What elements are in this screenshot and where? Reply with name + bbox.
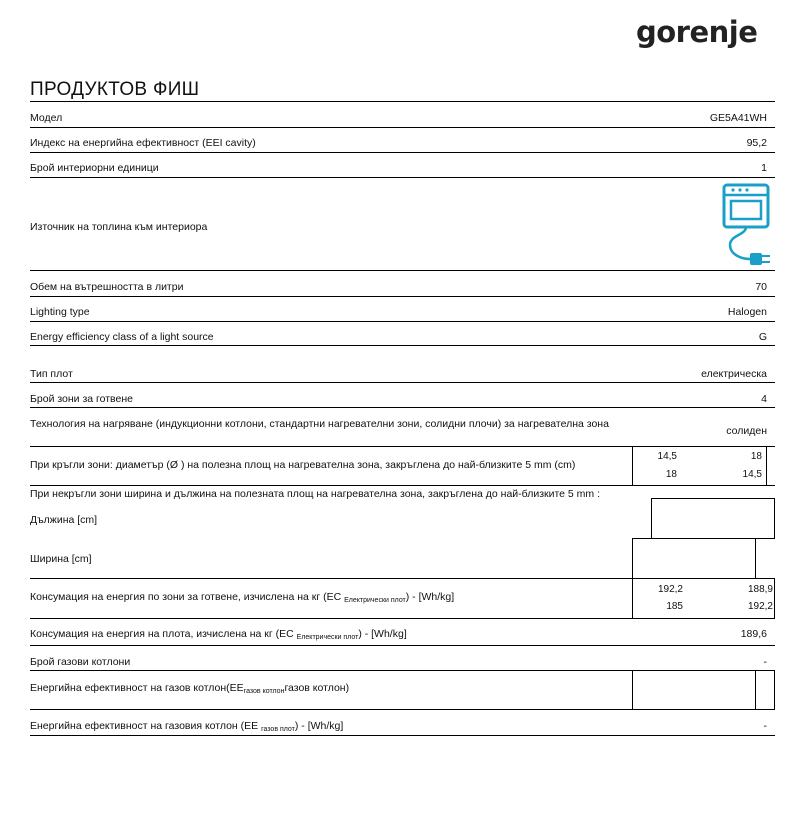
row-label-zone-consumption: Консумация на енергия по зони за готвене, изчислена на кг (EC $_{Електрически плот}$) - [Wh/kg] xyxy=(30,591,455,604)
grid-line xyxy=(632,538,775,539)
row-value-eei: 95,2 xyxy=(746,137,767,149)
zone-diameter-value: 14,5 xyxy=(742,469,762,480)
grid-line xyxy=(632,578,633,618)
row-value-zone-count: 4 xyxy=(761,393,767,405)
row-divider xyxy=(30,296,775,297)
row-divider xyxy=(30,152,775,153)
row-label-gas-burner-count: Брой газови котлони xyxy=(30,656,131,668)
row-divider xyxy=(30,709,775,710)
row-label-gas-burner-efficiency: Енергийна ефективност на газов $котлон(EE_{газов котлон}газов$ котлон) xyxy=(30,682,350,695)
brand-logo: gorenje xyxy=(636,15,758,49)
row-divider xyxy=(30,382,775,383)
row-value-model: GE5A41WH xyxy=(709,112,767,124)
row-label-model: Модел xyxy=(30,112,63,124)
row-divider xyxy=(30,485,775,486)
row-divider xyxy=(30,446,775,447)
row-divider xyxy=(30,407,775,408)
grid-line xyxy=(632,446,633,485)
row-value-heating-tech: солиден xyxy=(726,425,767,437)
grid-line xyxy=(651,498,652,538)
row-divider xyxy=(30,670,775,671)
row-label-volume: Обем на вътрешността в литри xyxy=(30,281,184,293)
grid-line xyxy=(651,498,775,499)
row-value-cavity-count: 1 xyxy=(761,162,767,174)
row-label-heating-tech: Технология на нагряване (индукционни котлони, стандартни нагревателни зони, солидни плочи) за нагревателна зона xyxy=(30,418,609,430)
zone-consumption-value: 185 xyxy=(666,601,683,612)
page-title: ПРОДУКТОВ ФИШ xyxy=(30,79,200,100)
row-value-hob-type: електрическа xyxy=(701,368,767,380)
row-divider xyxy=(30,177,775,178)
zone-consumption-value: 188,9 xyxy=(747,584,773,595)
row-value-volume: 70 xyxy=(755,281,767,293)
zone-consumption-value: 192,2 xyxy=(747,601,773,612)
row-divider xyxy=(30,345,775,346)
row-divider xyxy=(30,321,775,322)
zone-diameter-value: 18 xyxy=(665,469,677,480)
row-label-lighting-type: Lighting type xyxy=(30,306,90,318)
electric-oven-plug-icon xyxy=(720,183,774,269)
row-label-length: Дължина [cm] xyxy=(30,514,98,526)
row-divider xyxy=(30,618,775,619)
row-divider xyxy=(30,127,775,128)
row-label-gas-hob-efficiency: Енергийна ефективност на газовия котлон (EE $_{газов плот}$) - [Wh/kg] xyxy=(30,720,344,733)
grid-line xyxy=(755,670,756,709)
row-value-hob-consumption: 189,6 xyxy=(740,628,767,640)
row-label-zone-count: Брой зони за готвене xyxy=(30,393,133,405)
row-label-eei: Индекс на енергийна ефективност (EEI cavity) xyxy=(30,137,256,149)
row-value-lighting-type: Halogen xyxy=(727,306,767,318)
grid-line xyxy=(766,446,767,485)
row-value-gas-hob-efficiency: - xyxy=(763,720,767,732)
zone-diameter-value: 14,5 xyxy=(657,451,677,462)
grid-line xyxy=(774,670,775,709)
row-label-width: Ширина [cm] xyxy=(30,553,92,565)
row-divider xyxy=(30,270,775,271)
row-label-heat-source: Източник на топлина към интериора xyxy=(30,221,208,233)
row-label-hob-consumption: Консумация на енергия на плота, изчислена на кг (EC $_{Електрически плот}$) - [Wh/kg] xyxy=(30,628,407,641)
zone-diameter-value: 18 xyxy=(750,451,762,462)
zone-consumption-value: 192,2 xyxy=(657,584,683,595)
row-label-cavity-count: Брой интериорни единици xyxy=(30,162,159,174)
grid-line xyxy=(774,498,775,538)
row-divider xyxy=(30,578,775,579)
row-label-light-class: Energy efficiency class of a light source xyxy=(30,331,214,343)
row-label-round-zone-diameter: При кръгли зони: диаметър (Ø ) на полезна площ на нагревателна зона, закръглена до най-близките 5 mm (cm) xyxy=(30,459,576,471)
grid-line xyxy=(632,670,633,709)
row-label-hob-type: Тип плот xyxy=(30,368,73,380)
row-label-non-round-zones: При некръгли зони ширина и дължина на полезната площ на нагревателна зона, закръглена до най-близките 5 mm : xyxy=(30,488,601,500)
grid-line xyxy=(774,578,775,618)
row-value-gas-burner-count: - xyxy=(763,656,767,668)
title-rule xyxy=(30,101,775,102)
grid-line xyxy=(755,538,756,578)
row-value-light-class: G xyxy=(758,331,767,343)
row-divider xyxy=(30,645,775,646)
grid-line xyxy=(632,538,633,578)
